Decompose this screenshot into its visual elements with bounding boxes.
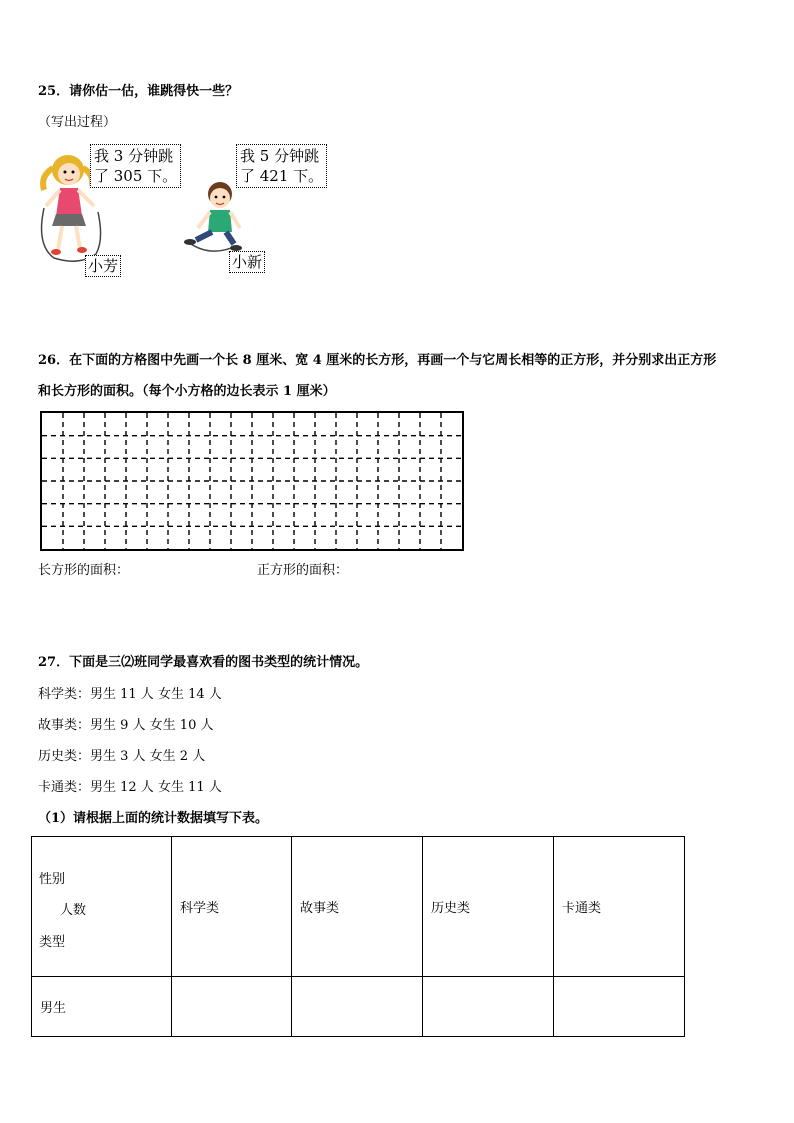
q26-text-line1: 26．在下面的方格图中先画一个长 8 厘米、宽 4 厘米的长方形，再画一个与它周长相等的正方形，并分别求出正方形 xyxy=(38,353,717,368)
q26-text-line2: 和长方形的面积。（每个小方格的边长表示 1 厘米） xyxy=(38,384,336,399)
boys-story-cell[interactable] xyxy=(292,977,423,1037)
table-header-row xyxy=(32,837,685,977)
q25-title: 25．请你估一估，谁跳得快一些？ xyxy=(38,84,239,99)
boys-science-cell[interactable] xyxy=(172,977,292,1037)
header-history-label: 历史类 xyxy=(431,901,471,916)
boy-speech-bubble xyxy=(236,144,327,188)
stat-table xyxy=(31,836,685,1037)
girl-speech-line2: 了 305 下。 xyxy=(94,167,178,185)
header-science xyxy=(172,837,292,977)
table-row xyxy=(32,977,685,1037)
row-label-cell xyxy=(32,977,172,1037)
header-history xyxy=(423,837,554,977)
square-grid[interactable] xyxy=(40,411,464,551)
boys-history-cell[interactable] xyxy=(423,977,554,1037)
corner-type-label: 类型 xyxy=(39,934,66,950)
q25-note: （写出过程） xyxy=(38,115,117,130)
boys-cartoon-cell[interactable] xyxy=(554,977,685,1037)
stat-history: 历史类：男生 3 人 女生 2 人 xyxy=(38,749,206,764)
boy-name-label: 小新 xyxy=(229,251,265,273)
stat-science: 科学类：男生 11 人 女生 14 人 xyxy=(38,687,222,702)
header-cartoon-label: 卡通类 xyxy=(562,901,602,916)
corner-count-label: 人数 xyxy=(60,902,87,918)
header-cartoon xyxy=(554,837,685,977)
grid-lines xyxy=(42,413,462,549)
row-label-boys: 男生 xyxy=(40,1001,67,1016)
girl-name-label: 小芳 xyxy=(85,255,121,277)
header-story xyxy=(292,837,423,977)
boy-jumping-rope-illustration xyxy=(180,180,250,260)
stat-story: 故事类：男生 9 人 女生 10 人 xyxy=(38,718,214,733)
corner-gender-label: 性别 xyxy=(39,871,66,887)
girl-speech-line1: 我 3 分钟跳 xyxy=(94,147,174,165)
girl-speech-bubble xyxy=(90,144,181,188)
square-area-label: 正方形的面积： xyxy=(257,563,349,578)
header-story-label: 故事类 xyxy=(300,901,340,916)
q27-sub1: （1）请根据上面的统计数据填写下表。 xyxy=(38,811,269,826)
q27-intro: 27．下面是三⑵班同学最喜欢看的图书类型的统计情况。 xyxy=(38,655,369,670)
rect-area-label: 长方形的面积： xyxy=(38,563,130,578)
stat-cartoon: 卡通类：男生 12 人 女生 11 人 xyxy=(38,780,222,795)
boy-speech-line2: 了 421 下。 xyxy=(240,167,324,185)
boy-speech-line1: 我 5 分钟跳 xyxy=(240,147,320,165)
header-corner-cell xyxy=(32,837,172,977)
header-science-label: 科学类 xyxy=(180,901,220,916)
